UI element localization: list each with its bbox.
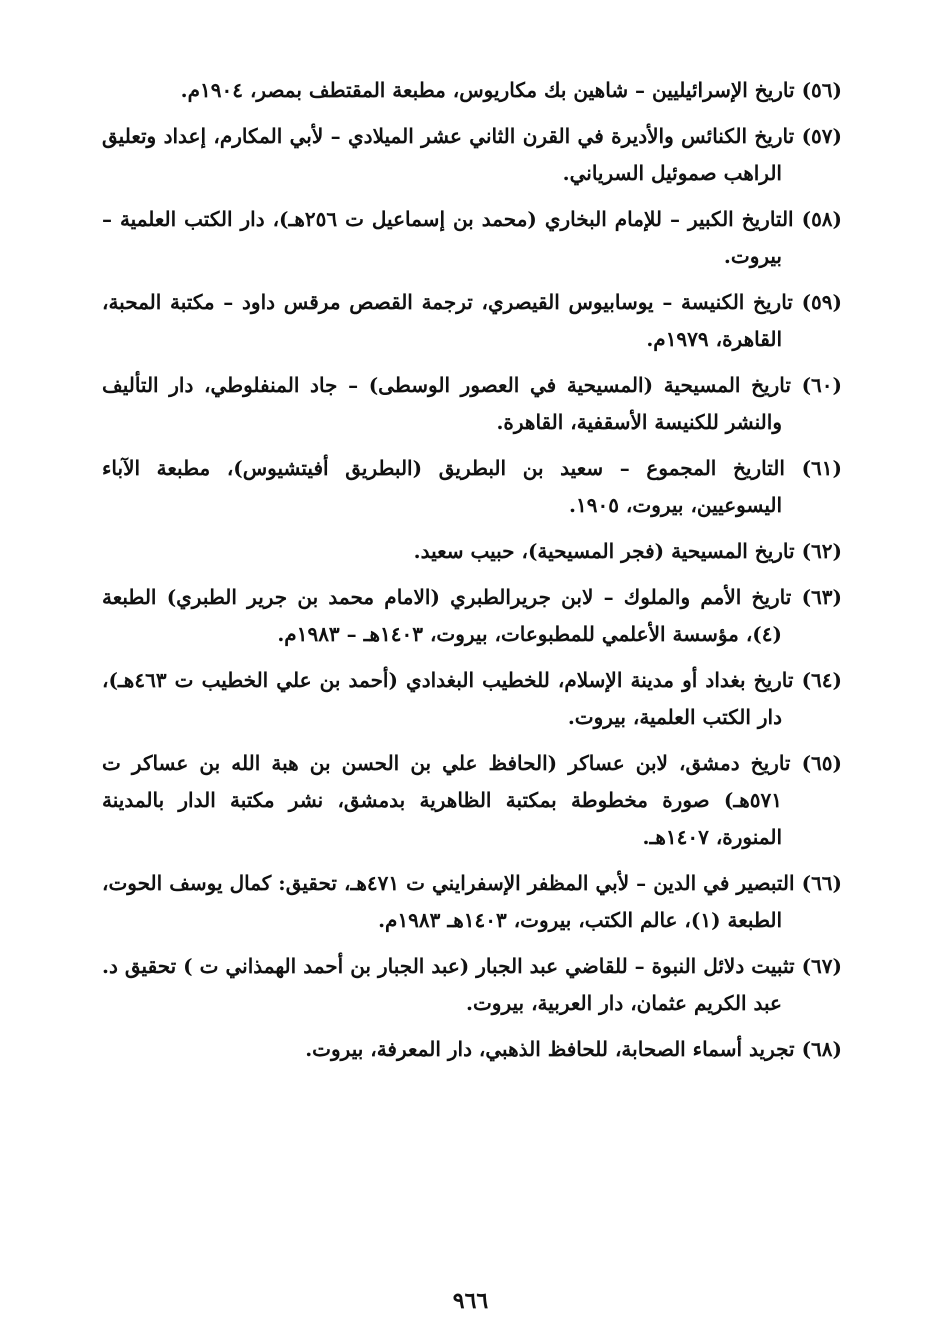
bibliography-entry (102, 745, 842, 856)
bibliography-entry (102, 284, 842, 358)
entry-text: تاريخ الأمم والملوك – لابن جريرالطبري (الامام محمد بن جرير الطبري) الطبعة (٤)، مؤسسة الأعلمي للمطبوعات، بيروت، ١٤٠٣هـ – ١٩٨٣م. (102, 585, 792, 646)
entry-number: (٦٨) (801, 1037, 842, 1061)
entry-text: التاريخ المجموع – سعيد بن البطريق (البطريق أفيتشيوس)، مطبعة الآباء اليسوعيين، بيروت، ١٩٠٥. (102, 456, 785, 517)
entry-text: تثبيت دلائل النبوة – للقاضي عبد الجبار (عبد الجبار بن أحمد الهمذاني ت ) تحقيق د. عبد الكريم عثمان، دار العربية، بيروت. (102, 954, 795, 1015)
entry-text: تاريخ الإسرائيليين – شاهين بك مكاريوس، مطبعة المقتطف بمصر، ١٩٠٤م. (180, 78, 795, 102)
entry-text: تاريخ دمشق، لابن عساكر (الحافظ علي بن الحسن بن هبة الله بن عساكر ت ٥٧١هـ) صورة مخطوطة بمكتبة الظاهرية بدمشق، نشر مكتبة الدار بالمدينة المنورة، ١٤٠٧هـ. (102, 751, 791, 849)
entry-number: (٥٨) (801, 207, 843, 231)
entry-text: تاريخ بغداد أو مدينة الإسلام، للخطيب البغدادي (أحمد بن علي الخطيب ت ٤٦٣هـ)، دار الكتب العلمية، بيروت. (102, 668, 794, 729)
entry-text: التاريخ الكبير – للإمام البخاري (محمد بن إسماعيل ت ٢٥٦هـ)، دار الكتب العلمية – بيروت. (102, 207, 794, 268)
entry-number: (٥٩) (801, 290, 842, 314)
bibliography-entry (102, 1031, 842, 1068)
entry-number: (٦٤) (801, 668, 842, 692)
entry-number: (٥٧) (801, 124, 842, 148)
entry-text: تجريد أسماء الصحابة، للحافظ الذهبي، دار المعرفة، بيروت. (305, 1037, 795, 1061)
bibliography-entry (102, 72, 842, 109)
bibliography-entry (102, 201, 842, 275)
bibliography-entry (102, 948, 842, 1022)
entry-number: (٦٠) (801, 373, 842, 397)
bibliography-entry (102, 865, 842, 939)
entry-number: (٦٥) (801, 751, 842, 775)
entry-text: تاريخ المسيحية (فجر المسيحية)، حبيب سعيد. (413, 539, 795, 563)
page-number: ٩٦٦ (452, 1288, 489, 1314)
bibliography-entry (102, 367, 842, 441)
entry-text: تاريخ الكنائس والأديرة في القرن الثاني عشر الميلادي – لأبي المكارم، إعداد وتعليق الراهب صموئيل السرياني. (102, 124, 795, 185)
bibliography-entry (102, 662, 842, 736)
entry-number: (٦٣) (801, 585, 842, 609)
entry-text: تاريخ المسيحية (المسيحية في العصور الوسطى) – جاد المنفلوطي، دار التأليف والنشر للكنيسة الأسقفية، القاهرة. (102, 373, 791, 434)
entry-number: (٦٢) (801, 539, 842, 563)
entry-number: (٥٦) (801, 78, 842, 102)
entry-number: (٦٦) (801, 871, 843, 895)
entry-number: (٦١) (801, 456, 842, 480)
bibliography-entry (102, 118, 842, 192)
bibliography-list (102, 72, 842, 1077)
entry-number: (٦٧) (801, 954, 842, 978)
bibliography-entry (102, 533, 842, 570)
bibliography-entry (102, 579, 842, 653)
entry-text: تاريخ الكنيسة – يوسابيوس القيصري، ترجمة القصص مرقس داود – مكتبة المحبة، القاهرة، ١٩٧٩م. (102, 290, 793, 351)
bibliography-entry (102, 450, 842, 524)
entry-text: التبصير في الدين – لأبي المظفر الإسفرايني ت ٤٧١هـ، تحقيق: كمال يوسف الحوت، الطبعة (١)، عالم الكتب، بيروت، ١٤٠٣هـ ١٩٨٣م. (102, 871, 795, 932)
